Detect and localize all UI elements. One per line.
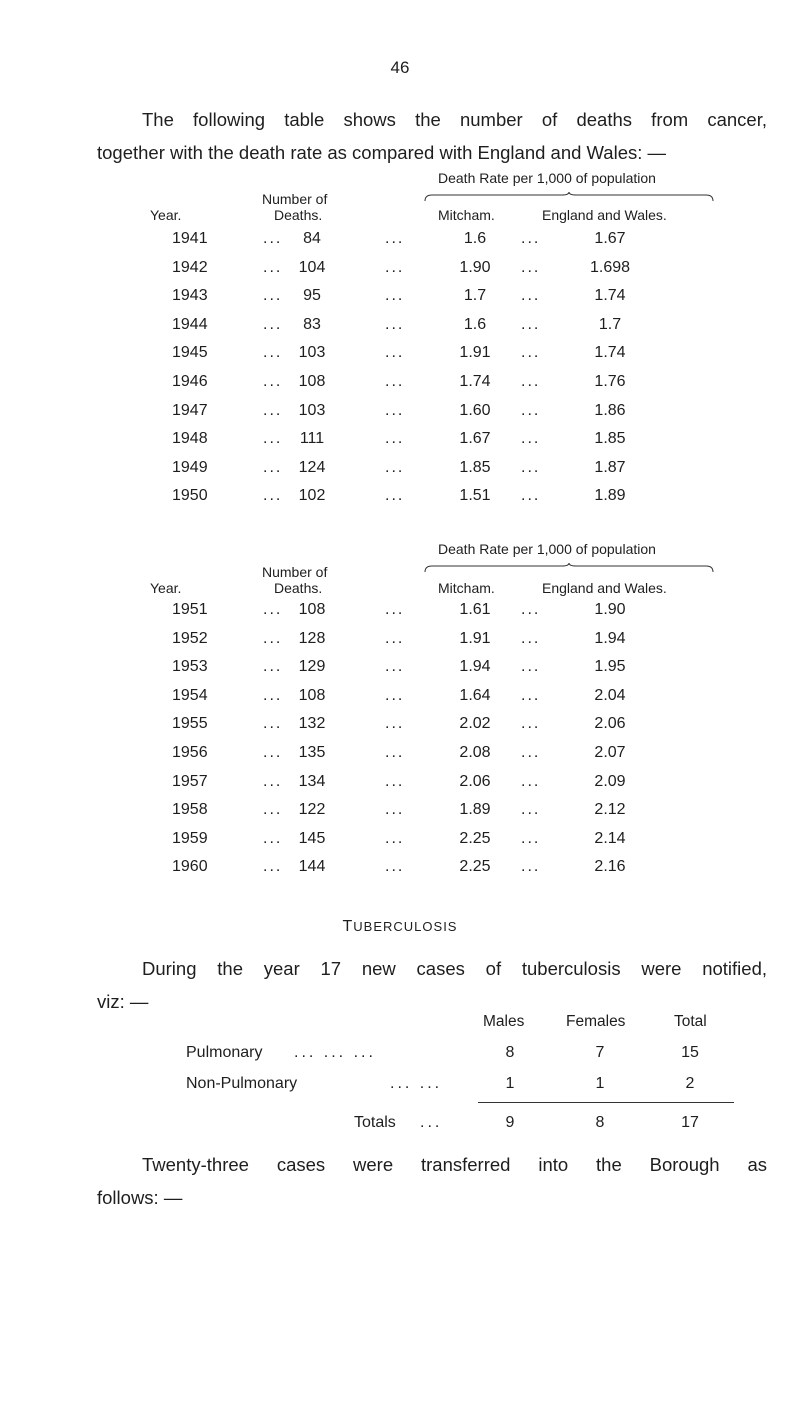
mitcham-rate-cell: 1.91 (459, 629, 491, 647)
mitcham-rate-cell: 1.91 (459, 344, 491, 362)
table-row (0, 858, 800, 892)
deaths-cell: 103 (298, 401, 326, 419)
year-cell: 1950 (172, 487, 208, 505)
deaths-cell: 135 (298, 744, 326, 761)
year-cell: 1953 (172, 658, 208, 676)
england-wales-rate-cell: 1.7 (598, 315, 622, 333)
leader-dots: ... (521, 686, 541, 704)
deaths-cell: 129 (298, 658, 326, 676)
leader-dots: ... (263, 686, 283, 704)
leader-dots: ... (385, 744, 405, 761)
leader-dots: ... (521, 230, 541, 247)
leader-dots: ... (263, 772, 283, 790)
mitcham-rate-cell: 1.64 (459, 686, 491, 704)
mitcham-header-2: Mitcham. (438, 580, 495, 596)
leader-dots: ... (521, 487, 541, 505)
deaths-header-line1: Number of (262, 191, 328, 207)
england-wales-rate-cell: 1.94 (594, 629, 626, 647)
deaths-cell: 84 (303, 230, 321, 247)
england-wales-rate-cell: 2.12 (594, 801, 626, 819)
leader-dots: ... (263, 373, 283, 390)
england-wales-rate-cell: 1.89 (594, 487, 626, 505)
leader-dots: ... (263, 744, 283, 761)
rate-group-header: Death Rate per 1,000 of population (438, 170, 656, 186)
deaths-cell: 128 (298, 629, 326, 647)
leader-dots: ... (385, 373, 405, 390)
year-cell: 1943 (172, 287, 208, 305)
england-wales-rate-cell: 1.74 (594, 344, 626, 362)
tb-row-males: 8 (505, 1044, 515, 1061)
tb-row-dots: ... ... (390, 1075, 443, 1092)
leader-dots: ... (385, 458, 405, 476)
table-row (0, 487, 800, 521)
mitcham-rate-cell: 1.74 (459, 373, 491, 390)
leader-dots: ... (521, 401, 541, 419)
leader-dots: ... (263, 344, 283, 362)
mitcham-rate-cell: 2.06 (459, 772, 491, 790)
leader-dots: ... (385, 629, 405, 647)
leader-dots: ... (521, 258, 541, 276)
intro-line-2: together with the death rate as compared with England and Wales: — (97, 142, 667, 163)
intro-line-1: The following table shows the number of deaths from cancer, (142, 109, 767, 130)
mitcham-rate-cell: 1.61 (459, 601, 491, 618)
tuberculosis-title-rest: UBERCULOSIS (353, 919, 458, 934)
leader-dots: ... (521, 601, 541, 618)
leader-dots: ... (521, 430, 541, 448)
tb-row-males: 1 (505, 1075, 515, 1092)
leader-dots: ... (263, 858, 283, 876)
year-cell: 1952 (172, 629, 208, 647)
deaths-header-line2-2: Deaths. (274, 580, 323, 596)
deaths-cell: 108 (298, 686, 326, 704)
mitcham-rate-cell: 1.6 (463, 315, 487, 333)
tb-para1-line2: viz: — (97, 991, 149, 1012)
england-wales-rate-cell: 1.76 (594, 373, 626, 390)
year-cell: 1956 (172, 744, 208, 761)
year-cell: 1945 (172, 344, 208, 362)
tb-totals-males: 9 (505, 1114, 515, 1131)
leader-dots: ... (263, 715, 283, 733)
england-wales-rate-cell: 1.90 (594, 601, 626, 618)
leader-dots: ... (385, 315, 405, 333)
year-cell: 1941 (172, 230, 208, 247)
england-wales-rate-cell: 1.86 (594, 401, 626, 419)
mitcham-rate-cell: 1.85 (459, 458, 491, 476)
leader-dots: ... (521, 829, 541, 847)
mitcham-rate-cell: 1.67 (459, 430, 491, 448)
leader-dots: ... (521, 287, 541, 305)
mitcham-rate-cell: 2.02 (459, 715, 491, 733)
deaths-cell: 145 (298, 829, 326, 847)
deaths-cell: 132 (298, 715, 326, 733)
leader-dots: ... (385, 344, 405, 362)
year-cell: 1949 (172, 458, 208, 476)
tb-totals-total: 17 (681, 1114, 699, 1131)
mitcham-rate-cell: 1.51 (459, 487, 491, 505)
leader-dots: ... (521, 344, 541, 362)
tb-para1-line1: During the year 17 new cases of tuberculosis were notified, (142, 958, 767, 979)
tb-col-total: Total (674, 1013, 707, 1030)
year-cell: 1942 (172, 258, 208, 276)
deaths-cell: 111 (299, 430, 325, 448)
leader-dots: ... (385, 658, 405, 676)
leader-dots: ... (263, 230, 283, 247)
tb-row-total: 15 (681, 1044, 699, 1061)
deaths-cell: 104 (298, 258, 326, 276)
year-cell: 1957 (172, 772, 208, 790)
leader-dots: ... (263, 430, 283, 448)
leader-dots: ... (521, 801, 541, 819)
deaths-cell: 122 (298, 801, 326, 819)
tb-row-females: 7 (595, 1044, 605, 1061)
england-wales-rate-cell: 2.06 (594, 715, 626, 733)
tb-row-label: Non-Pulmonary (186, 1075, 298, 1092)
england-wales-header-2: England and Wales. (542, 580, 667, 596)
page-number: 46 (390, 58, 410, 77)
year-cell: 1947 (172, 401, 208, 419)
mitcham-header: Mitcham. (438, 207, 495, 223)
tb-para2-line1: Twenty-three cases were transferred into the Borough as (142, 1154, 767, 1175)
leader-dots: ... (263, 487, 283, 505)
rate-group-brace (424, 192, 714, 202)
year-cell: 1951 (172, 601, 208, 618)
england-wales-rate-cell: 1.74 (594, 287, 626, 305)
leader-dots: ... (385, 487, 405, 505)
deaths-cell: 95 (303, 287, 321, 305)
mitcham-rate-cell: 2.08 (459, 744, 491, 761)
year-header: Year. (150, 207, 182, 223)
leader-dots: ... (521, 315, 541, 333)
leader-dots: ... (263, 801, 283, 819)
deaths-cell: 103 (298, 344, 326, 362)
england-wales-header: England and Wales. (542, 207, 667, 223)
england-wales-rate-cell: 2.04 (594, 686, 626, 704)
england-wales-rate-cell: 1.87 (594, 458, 626, 476)
deaths-cell: 108 (298, 373, 326, 390)
tb-row-label: Pulmonary (186, 1044, 263, 1061)
mitcham-rate-cell: 1.60 (459, 401, 491, 419)
deaths-cell: 124 (298, 458, 326, 476)
leader-dots: ... (385, 715, 405, 733)
year-cell: 1958 (172, 801, 208, 819)
leader-dots: ... (521, 458, 541, 476)
mitcham-rate-cell: 1.94 (459, 658, 491, 676)
mitcham-rate-cell: 1.89 (459, 801, 491, 819)
mitcham-rate-cell: 1.90 (459, 258, 491, 276)
mitcham-rate-cell: 1.7 (463, 287, 487, 305)
leader-dots: ... (521, 744, 541, 761)
tb-row-females: 1 (595, 1075, 605, 1092)
leader-dots: ... (385, 772, 405, 790)
tb-totals-label: Totals (354, 1114, 396, 1131)
rate-group-header-2: Death Rate per 1,000 of population (438, 541, 656, 557)
leader-dots: ... (263, 601, 283, 618)
england-wales-rate-cell: 1.95 (594, 658, 626, 676)
year-cell: 1954 (172, 686, 208, 704)
mitcham-rate-cell: 2.25 (459, 858, 491, 876)
rate-group-brace-2 (424, 563, 714, 573)
leader-dots: ... (263, 315, 283, 333)
england-wales-rate-cell: 2.16 (594, 858, 626, 876)
tuberculosis-paragraph-1 (97, 952, 767, 1018)
tb-totals-females: 8 (595, 1114, 605, 1131)
year-cell: 1948 (172, 430, 208, 448)
leader-dots: ... (385, 287, 405, 305)
leader-dots: ... (263, 829, 283, 847)
leader-dots: ... (263, 458, 283, 476)
leader-dots: ... (263, 629, 283, 647)
leader-dots: ... (521, 373, 541, 390)
leader-dots: ... (385, 686, 405, 704)
leader-dots: ... (263, 401, 283, 419)
leader-dots: ... (521, 658, 541, 676)
year-cell: 1955 (172, 715, 208, 733)
deaths-header-line2: Deaths. (274, 207, 323, 223)
leader-dots: ... (385, 430, 405, 448)
leader-dots: ... (385, 401, 405, 419)
england-wales-rate-cell: 1.85 (594, 430, 626, 448)
england-wales-rate-cell: 2.09 (594, 772, 626, 790)
england-wales-rate-cell: 1.698 (589, 258, 631, 276)
leader-dots: ... (385, 829, 405, 847)
deaths-cell: 83 (303, 315, 321, 333)
leader-dots: ... (521, 772, 541, 790)
deaths-header-line1-2: Number of (262, 564, 328, 580)
totals-rule (478, 1102, 734, 1103)
leader-dots: ... (263, 287, 283, 305)
leader-dots: ... (263, 658, 283, 676)
tb-col-males: Males (483, 1013, 525, 1030)
tb-col-females: Females (566, 1013, 626, 1030)
tuberculosis-title-initial: T (342, 918, 354, 935)
tb-row-dots: ... ... ... (294, 1044, 376, 1061)
year-cell: 1946 (172, 373, 208, 390)
mitcham-rate-cell: 2.25 (459, 829, 491, 847)
year-cell: 1944 (172, 315, 208, 333)
mitcham-rate-cell: 1.6 (463, 230, 487, 247)
intro-paragraph (97, 103, 767, 169)
deaths-cell: 134 (298, 772, 326, 790)
england-wales-rate-cell: 2.14 (594, 829, 626, 847)
tuberculosis-title (0, 918, 800, 936)
leader-dots: ... (385, 230, 405, 247)
tb-para2-line2: follows: — (97, 1187, 183, 1208)
deaths-cell: 108 (298, 601, 326, 618)
leader-dots: ... (263, 258, 283, 276)
year-cell: 1960 (172, 858, 208, 876)
tb-totals-dots: ... (420, 1114, 443, 1131)
tb-row-total: 2 (685, 1075, 695, 1092)
leader-dots: ... (385, 858, 405, 876)
year-header-2: Year. (150, 580, 182, 596)
tuberculosis-paragraph-2 (97, 1148, 767, 1214)
deaths-cell: 102 (298, 487, 326, 505)
leader-dots: ... (385, 801, 405, 819)
leader-dots: ... (521, 715, 541, 733)
deaths-cell: 144 (298, 858, 326, 876)
england-wales-rate-cell: 2.07 (594, 744, 626, 761)
leader-dots: ... (521, 629, 541, 647)
england-wales-rate-cell: 1.67 (594, 230, 626, 247)
leader-dots: ... (385, 601, 405, 618)
leader-dots: ... (385, 258, 405, 276)
leader-dots: ... (521, 858, 541, 876)
year-cell: 1959 (172, 829, 208, 847)
